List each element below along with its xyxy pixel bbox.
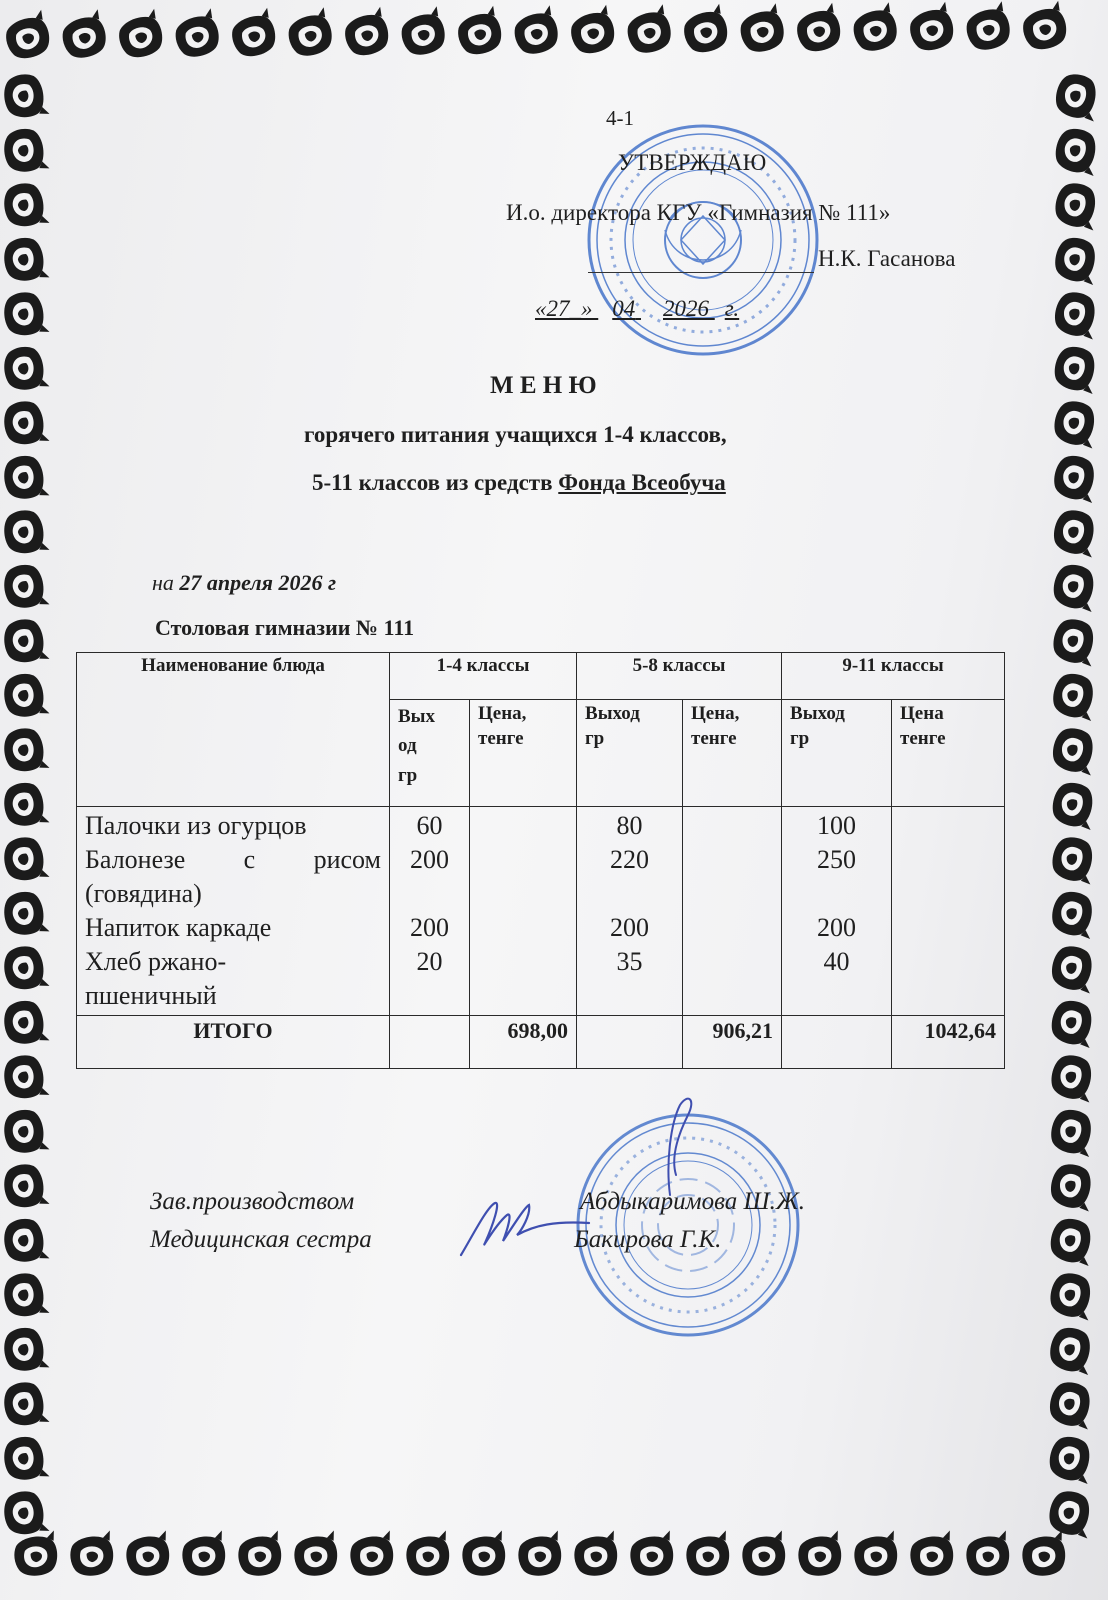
dish-output-value: 80 xyxy=(616,811,643,840)
dish-output-value: 220 xyxy=(610,845,650,874)
output-5-8-cell xyxy=(577,807,683,1016)
border-ornament xyxy=(1049,834,1098,884)
border-ornament xyxy=(1053,126,1102,176)
border-ornament xyxy=(1019,1531,1069,1580)
subheader-text: тенге xyxy=(478,727,524,749)
subheader-output-9-11 xyxy=(782,700,892,807)
border-ornament xyxy=(1051,562,1100,612)
total-5-8: 906,21 xyxy=(683,1016,782,1069)
border-ornament xyxy=(1,1324,50,1374)
border-ornament xyxy=(1,1433,50,1483)
subheader-output-1-4 xyxy=(390,700,470,807)
border-ornament xyxy=(1047,1270,1096,1320)
border-ornament xyxy=(1,1161,50,1211)
border-ornament xyxy=(678,4,733,58)
border-ornament xyxy=(1049,943,1098,993)
border-ornament xyxy=(1,943,50,993)
border-ornament xyxy=(403,1531,453,1580)
subheader-price-1-4 xyxy=(470,700,577,807)
border-ornament xyxy=(571,1531,621,1580)
menu-table xyxy=(76,652,1005,1069)
border-ornament xyxy=(1048,1107,1097,1157)
border-ornament xyxy=(1,561,50,611)
border-ornament xyxy=(113,9,168,63)
border-ornament xyxy=(848,2,903,56)
menu-date-value: 27 апреля 2026 г xyxy=(179,570,337,595)
approval-title: УТВЕРЖДАЮ xyxy=(618,150,767,175)
border-ornament xyxy=(1052,344,1101,394)
border-ornament xyxy=(1047,1379,1096,1429)
border-ornament xyxy=(1,616,50,666)
output-1-4-cell xyxy=(390,807,470,1016)
border-ornament xyxy=(1049,998,1098,1048)
border-ornament xyxy=(627,1531,677,1580)
subheader-text: Цена, xyxy=(691,703,740,724)
total-empty-cell xyxy=(577,1016,683,1069)
border-ornament xyxy=(11,1531,61,1580)
handwritten-signature xyxy=(455,1185,595,1265)
border-ornament xyxy=(1052,180,1101,230)
approver-name: Н.К. Гасанова xyxy=(818,246,956,271)
border-ornament xyxy=(1048,1052,1097,1102)
dish-output-value: 200 xyxy=(817,913,857,942)
subheader-text: гр xyxy=(790,727,810,749)
subheader-text: Выход xyxy=(790,703,845,724)
border-ornament xyxy=(515,1531,565,1580)
signature-role-production: Зав.производством xyxy=(150,1188,355,1215)
border-ornament xyxy=(396,6,451,60)
border-ornament xyxy=(57,9,112,63)
dish-output-value: 200 xyxy=(410,913,449,942)
approval-signature-line xyxy=(588,272,814,273)
dish-output-value: 200 xyxy=(610,913,650,942)
border-ornament xyxy=(622,4,677,58)
subheader-text: гр xyxy=(398,764,418,786)
canteen-name: Столовая гимназии № 111 xyxy=(155,615,415,640)
border-ornament xyxy=(226,8,281,62)
border-ornament xyxy=(1,343,50,393)
menu-date xyxy=(152,570,336,596)
border-ornament xyxy=(791,3,846,57)
total-row xyxy=(77,1016,1005,1069)
dish-output-value: 35 xyxy=(616,947,643,976)
border-ornament xyxy=(907,1531,957,1580)
border-ornament xyxy=(1,1215,50,1265)
border-ornament xyxy=(1017,1,1072,55)
signature-name-production: Абдыкаримова Ш.Ж. xyxy=(580,1188,805,1215)
border-ornament xyxy=(1,725,50,775)
border-ornament xyxy=(1,71,50,121)
border-ornament xyxy=(1050,725,1099,775)
menu-title: М Е Н Ю xyxy=(490,372,597,399)
menu-subtitle-line1: горячего питания учащихся 1-4 классов, xyxy=(304,422,727,447)
subheader-text: тенге xyxy=(900,727,946,749)
table-header-row xyxy=(77,653,1005,700)
border-ornament xyxy=(735,3,790,57)
border-ornament xyxy=(67,1531,117,1580)
total-9-11: 1042,64 xyxy=(892,1016,1005,1069)
border-ornament xyxy=(739,1531,789,1580)
subheader-text: Выход xyxy=(585,703,640,724)
total-label: ИТОГО xyxy=(77,1016,390,1069)
price-1-4-cell xyxy=(470,807,577,1016)
border-ornament xyxy=(1,452,50,502)
border-ornament xyxy=(347,1531,397,1580)
border-ornament xyxy=(1050,671,1099,721)
dish-names-cell xyxy=(77,807,390,1016)
border-ornament xyxy=(339,7,394,61)
group-header-9-11: 9-11 классы xyxy=(782,653,1005,700)
dish-name: Палочки из огурцов xyxy=(85,811,307,840)
fund-name: Фонда Всеобуча xyxy=(558,470,726,495)
menu-subtitle-line2 xyxy=(312,470,726,496)
border-ornament xyxy=(452,6,507,60)
subheader-text: тенге xyxy=(691,727,737,749)
dish-name: Напиток каркаде xyxy=(85,913,272,942)
approval-date xyxy=(535,296,739,322)
price-9-11-cell xyxy=(892,807,1005,1016)
border-ornament xyxy=(1,1488,50,1538)
output-9-11-cell xyxy=(782,807,892,1016)
document-number: 4-1 xyxy=(606,106,634,130)
dishes-row xyxy=(77,807,1005,1016)
border-ornament xyxy=(1,1379,50,1429)
border-ornament xyxy=(851,1531,901,1580)
border-ornament xyxy=(1046,1488,1095,1538)
dish-output-value: 20 xyxy=(416,947,443,976)
subheader-price-5-8 xyxy=(683,700,782,807)
border-ornament xyxy=(683,1531,733,1580)
border-ornament xyxy=(1,888,50,938)
approval-date-suffix: г. xyxy=(724,296,740,321)
approval-date-month: 04 xyxy=(612,296,636,321)
border-ornament xyxy=(961,1,1016,55)
border-ornament xyxy=(1,997,50,1047)
border-ornament xyxy=(1,289,50,339)
approval-date-year: 2026 xyxy=(663,296,709,321)
signature-role-nurse: Медицинская сестра xyxy=(150,1226,372,1253)
dish-name-header: Наименование блюда xyxy=(77,653,390,807)
total-empty-cell xyxy=(782,1016,892,1069)
dish-name: Хлеб ржано-пшеничный xyxy=(85,947,227,1010)
total-1-4: 698,00 xyxy=(470,1016,577,1069)
subheader-output-5-8 xyxy=(577,700,683,807)
approval-date-day: «27_» xyxy=(535,296,593,321)
border-ornament xyxy=(1,1052,50,1102)
dish-name: Балонезе с рисом (говядина) xyxy=(85,845,381,908)
border-ornament xyxy=(1,180,50,230)
border-ornament xyxy=(1047,1434,1096,1484)
subheader-text: Вых xyxy=(398,706,436,727)
border-ornament xyxy=(1,1106,50,1156)
border-ornament xyxy=(565,5,620,59)
dish-output-value: 40 xyxy=(823,947,850,976)
border-ornament xyxy=(509,5,564,59)
dish-output-value: 200 xyxy=(410,845,449,874)
border-ornament xyxy=(1050,780,1099,830)
border-ornament xyxy=(1,398,50,448)
border-ornament xyxy=(179,1531,229,1580)
group-header-1-4: 1-4 классы xyxy=(390,653,577,700)
border-ornament xyxy=(1048,1216,1097,1266)
border-ornament xyxy=(123,1531,173,1580)
group-header-5-8: 5-8 классы xyxy=(577,653,782,700)
border-ornament xyxy=(1051,507,1100,557)
border-ornament xyxy=(0,10,55,64)
border-ornament xyxy=(1,834,50,884)
border-ornament xyxy=(235,1531,285,1580)
subheader-text: од xyxy=(398,735,417,757)
border-ornament xyxy=(283,7,338,61)
border-ornament xyxy=(963,1531,1013,1580)
dish-output-value: 250 xyxy=(817,845,857,874)
border-ornament xyxy=(291,1531,341,1580)
dish-output-value: 60 xyxy=(416,811,443,840)
border-ornament xyxy=(1052,235,1101,285)
border-ornament xyxy=(1050,616,1099,666)
subheader-text: Цена, xyxy=(478,703,527,724)
subheader-price-9-11 xyxy=(892,700,1005,807)
border-ornament xyxy=(1051,398,1100,448)
subheader-text: Цена xyxy=(900,703,944,724)
border-ornament xyxy=(1,507,50,557)
menu-subtitle-prefix: 5-11 классов из средств xyxy=(312,470,559,495)
border-ornament xyxy=(1051,453,1100,503)
border-ornament xyxy=(1052,289,1101,339)
border-ornament xyxy=(1049,889,1098,939)
border-ornament xyxy=(795,1531,845,1580)
border-ornament xyxy=(1,670,50,720)
price-5-8-cell xyxy=(683,807,782,1016)
menu-date-prefix: на xyxy=(152,570,180,595)
handwritten-signature-2 xyxy=(640,1085,720,1205)
border-ornament xyxy=(904,2,959,56)
border-ornament xyxy=(1,234,50,284)
border-ornament xyxy=(170,8,225,62)
border-ornament xyxy=(1047,1325,1096,1375)
subheader-text: гр xyxy=(585,727,605,749)
total-empty-cell xyxy=(390,1016,470,1069)
border-ornament xyxy=(1,1270,50,1320)
approval-position: И.о. директора КГУ «Гимназия № 111» xyxy=(506,200,891,225)
dish-output-value: 100 xyxy=(817,811,857,840)
border-ornament xyxy=(1053,71,1102,121)
border-ornament xyxy=(1048,1161,1097,1211)
signature-name-nurse: Бакирова Г.К. xyxy=(574,1226,722,1253)
border-ornament xyxy=(1,779,50,829)
border-ornament xyxy=(1,125,50,175)
border-ornament xyxy=(459,1531,509,1580)
